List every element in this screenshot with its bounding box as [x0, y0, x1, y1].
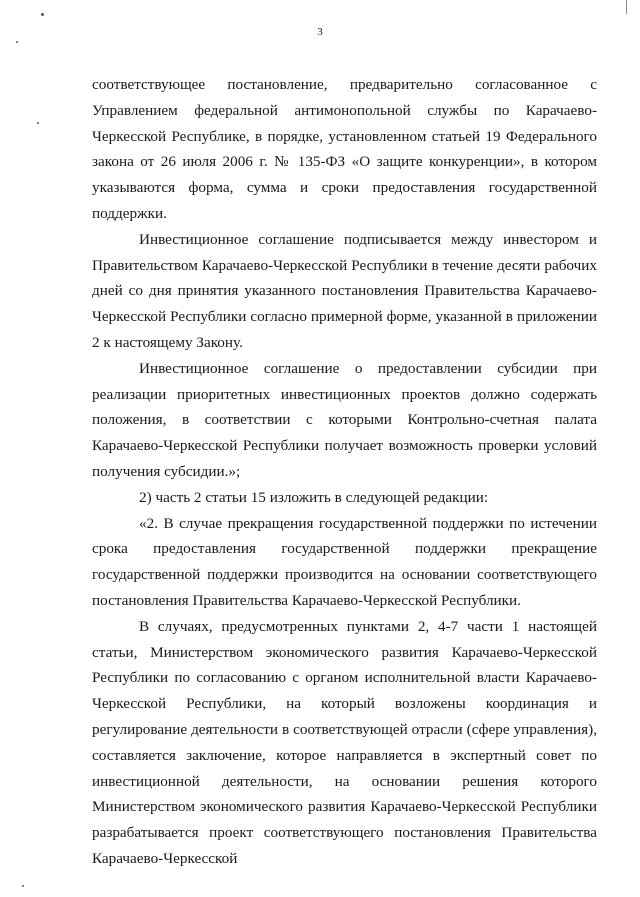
page-number: 3 [317, 26, 323, 38]
scan-speck [37, 122, 39, 124]
paragraph-cases: В случаях, предусмотренных пунктами 2, 4-7 части 1 настоящей статьи, Министерством экономического развития Карачаево-Черкесской Республики по согласованию с органом исполнительной власти Карачаево-Черкесской Республики, на который возложены координация и регулирование деятельности в соответствующей отрасли (сфере управления), составляется заключение, которое направляется в экспертный совет по инвестиционной деятельности, на основании решения которого Министерством экономического развития Карачаево-Черкесской Республики разрабатывается проект соответствующего постановления Правительства Карачаево-Черкесской [92, 617, 597, 867]
scan-speck [41, 13, 44, 16]
paragraph-agreement-signing: Инвестиционное соглашение подписывается между инвестором и Правительством Карачаево-Черкесской Республики в течение десяти рабочих дней со дня принятия указанного постановления Правительства Карачаево-Черкесской Республики согласно примерной форме, указанной в приложении 2 к настоящему Закону. [92, 230, 597, 351]
document-body [92, 72, 597, 872]
paragraph-amendment-item: 2) часть 2 статьи 15 изложить в следующей редакции: [139, 488, 489, 506]
paragraph-continuation: соответствующее постановление, предварительно согласованное с Управлением федеральной антимонопольной службы по Карачаево-Черкесской Республике, в порядке, установленном статьей 19 Федерального закона от 26 июля 2006 г. № 135-ФЗ «О защите конкуренции», в котором указываются форма, сумма и сроки предоставления государственной поддержки. [92, 76, 597, 222]
scan-speck [22, 885, 24, 887]
scan-edge-mark [626, 0, 627, 14]
scan-speck [16, 41, 18, 43]
paragraph-subsidy-agreement: Инвестиционное соглашение о предоставлении субсидии при реализации приоритетных инвестиционных проектов должно содержать положения, в соответствии с которыми Контрольно-счетная палата Карачаево-Черкесской Республики получает возможность проверки условий получения субсидии.»; [92, 359, 597, 480]
paragraph-quoted-part-2: «2. В случае прекращения государственной поддержки по истечении срока предоставления государственной поддержки прекращение государственной поддержки производится на основании соответствующего постановления Правительства Карачаево-Черкесской Республики. [92, 514, 597, 609]
